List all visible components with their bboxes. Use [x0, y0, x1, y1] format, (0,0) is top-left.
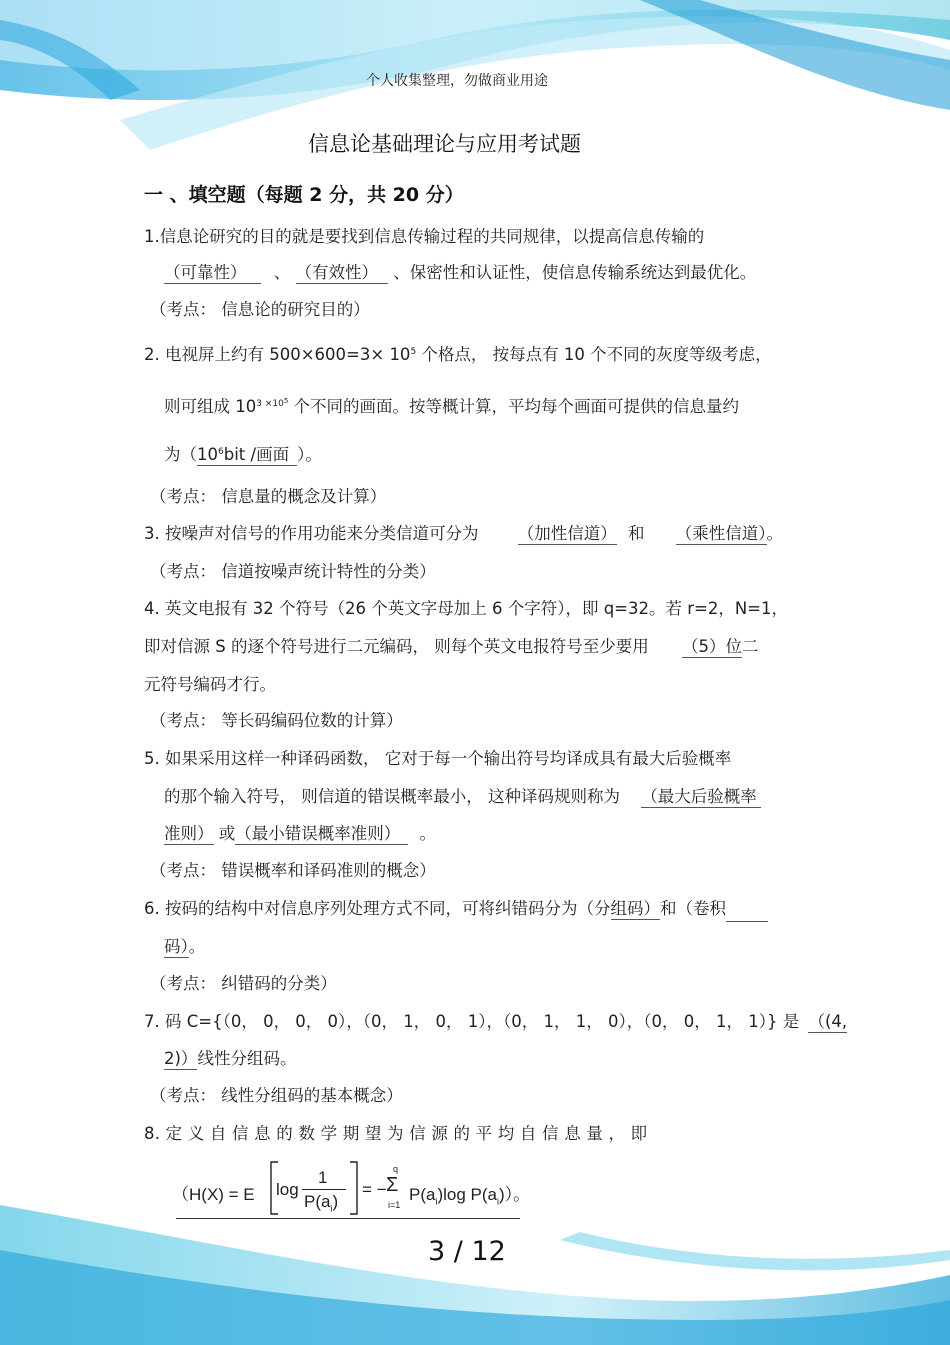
page-title: 信息论基础理论与应用考试题: [308, 132, 581, 156]
q5-line2: [164, 786, 761, 808]
q7-line1-text: 7. 码 C={（0， 0， 0， 0），（0， 1， 0， 1），（0， 1， 1， 0），（0， 0， 1， 1）} 是: [144, 1012, 800, 1031]
q1-answer-1: （可靠性）: [164, 263, 261, 284]
q4-answer: （5）位: [681, 637, 742, 656]
sum-upper: q: [393, 1164, 399, 1174]
formula-open: （H(X) = E: [172, 1185, 255, 1204]
q5-note: （考点： 错误概率和译码准则的概念）: [150, 861, 436, 880]
den-base: P(a: [304, 1192, 331, 1211]
q8-line1: 8. 定 义 自 信 息 的 数 学 期 望 为 信 源 的 平 均 自 信 息 量 ， 即: [144, 1124, 648, 1143]
q5-end: 。: [419, 824, 436, 843]
q2-answer-exp: 6: [218, 447, 224, 457]
q5-or: 或: [218, 824, 236, 843]
q3-and: 和: [628, 524, 645, 543]
q2-answer-unit: bit /画面: [223, 445, 290, 464]
q6-mid: 和（卷积: [660, 899, 726, 918]
q1-line1: 1.信息论研究的目的就是要找到信息传输过程的共同规律，以提高信息传输的: [144, 227, 705, 246]
q2-line1-a: 2. 电视屏上约有 500×600=3× 10: [144, 345, 411, 364]
q6-answer-2: 码）: [164, 937, 189, 956]
q3-answer-2: （乘性信道）: [675, 524, 767, 543]
q2-line2: [164, 396, 739, 418]
q7-note: （考点： 线性分组码的基本概念）: [150, 1086, 403, 1105]
q4-note: （考点： 等长码编码位数的计算）: [150, 711, 403, 730]
q2-line3-b: ）。: [297, 445, 322, 464]
q6-line2: [164, 936, 205, 958]
q4-line1: 4. 英文电报有 32 个符号（26 个英文字母加上 6 个字符），即 q=32。若 r=2，N=1，: [144, 599, 789, 618]
right-bracket: [348, 1160, 360, 1216]
q5-answer-2: （最小错误概率准则）: [235, 824, 408, 845]
q6-end: 。: [188, 937, 206, 956]
q2-exp-base: 3 ×10: [256, 399, 284, 409]
q7-line1: [144, 1011, 847, 1033]
q2-exponent-2: [256, 399, 288, 409]
q6-note: （考点： 纠错码的分类）: [150, 974, 337, 993]
term-close: )）。: [499, 1185, 531, 1204]
den-end: ): [332, 1192, 339, 1211]
q2-answer: [197, 445, 297, 466]
q2-line2-b: 个不同的画面。按等概计算，平均每个画面可提供的信息量约: [288, 397, 740, 416]
q3-line1: [144, 523, 783, 545]
q5-line3: [164, 823, 436, 845]
q5-answer-1b: 准则）: [164, 824, 214, 843]
q6-answer-1: 组码）: [610, 899, 660, 918]
q3-note: （考点： 信道按噪声统计特性的分类）: [150, 562, 436, 581]
q1-answer-2: （有效性）: [296, 263, 389, 284]
section-title: 一 、填空题（每题 2 分，共 20 分）: [144, 184, 464, 206]
q5-line1: 5. 如果采用这样一种译码函数， 它对于每一个输出符号均译成具有最大后验概率: [144, 749, 732, 768]
q8-answer-underline: [176, 1218, 520, 1219]
term-a: P(a: [409, 1185, 436, 1204]
q6-line1-a: 6. 按码的结构中对信息序列处理方式不同，可将纠错码分为（分: [144, 899, 611, 918]
fraction-bar: [302, 1189, 346, 1190]
q4-line2-b: 二: [741, 637, 759, 656]
q4-line2: [144, 636, 758, 658]
q4-line2-a: 即对信源 S 的逐个符号进行二元编码， 则每个英文电报符号至少要用: [144, 637, 649, 656]
term-sub-2: i: [497, 1196, 499, 1207]
q2-exponent: 5: [410, 347, 417, 357]
q7-answer-b: 2)）: [164, 1049, 198, 1068]
term-mid: )log P(a: [437, 1185, 497, 1204]
q1-rest: 、保密性和认证性，使信息传输系统达到最优化。: [393, 263, 757, 282]
q7-answer-a: （(4,: [808, 1012, 848, 1031]
q2-answer-base: 10: [197, 445, 218, 464]
den-sub: i: [330, 1203, 333, 1214]
header-note: 个人收集整理，勿做商业用途: [366, 73, 548, 89]
q2-line3-a: 为（: [164, 445, 197, 464]
term-sub-1: i: [435, 1196, 438, 1207]
formula-term: [409, 1180, 530, 1206]
q3-answer-1: （加性信道）: [517, 524, 617, 543]
q2-line3: [164, 444, 322, 466]
q7-line2: [164, 1048, 296, 1070]
entropy-formula: [172, 1160, 532, 1222]
formula-equals: = −: [362, 1180, 387, 1199]
q7-line2-text: 线性分组码。: [197, 1049, 297, 1068]
q1-separator: 、: [273, 263, 291, 282]
q1-line2: [164, 262, 756, 284]
q2-line1: [144, 344, 772, 366]
formula-log: log: [276, 1180, 299, 1199]
formula-denominator: [304, 1192, 338, 1213]
page-number: 3 / 12: [428, 1236, 506, 1267]
q6-line1: [144, 898, 768, 922]
q5-answer-1a: （最大后验概率: [641, 787, 761, 808]
q4-line3: 元符号编码才行。: [144, 675, 276, 694]
q3-text: 3. 按噪声对信号的作用功能来分类信道可分为: [144, 524, 479, 543]
q6-answer-2-blank: [726, 898, 768, 922]
sum-lower: i=1: [388, 1200, 401, 1210]
q2-note: （考点： 信息量的概念及计算）: [150, 487, 387, 506]
q5-line2-a: 的那个输入符号， 则信道的错误概率最小， 这种译码规则称为: [164, 787, 620, 806]
q2-line2-a: 则可组成 10: [164, 397, 257, 416]
formula-numerator: 1: [318, 1168, 328, 1187]
q2-exp-power: 5: [283, 397, 289, 405]
sigma: Σ: [386, 1174, 399, 1196]
q3-end: 。: [766, 524, 783, 543]
q2-line1-b: 个格点， 按每点有 10 个不同的灰度等级考虑，: [416, 345, 772, 364]
q1-note: （考点： 信息论的研究目的）: [150, 300, 370, 319]
